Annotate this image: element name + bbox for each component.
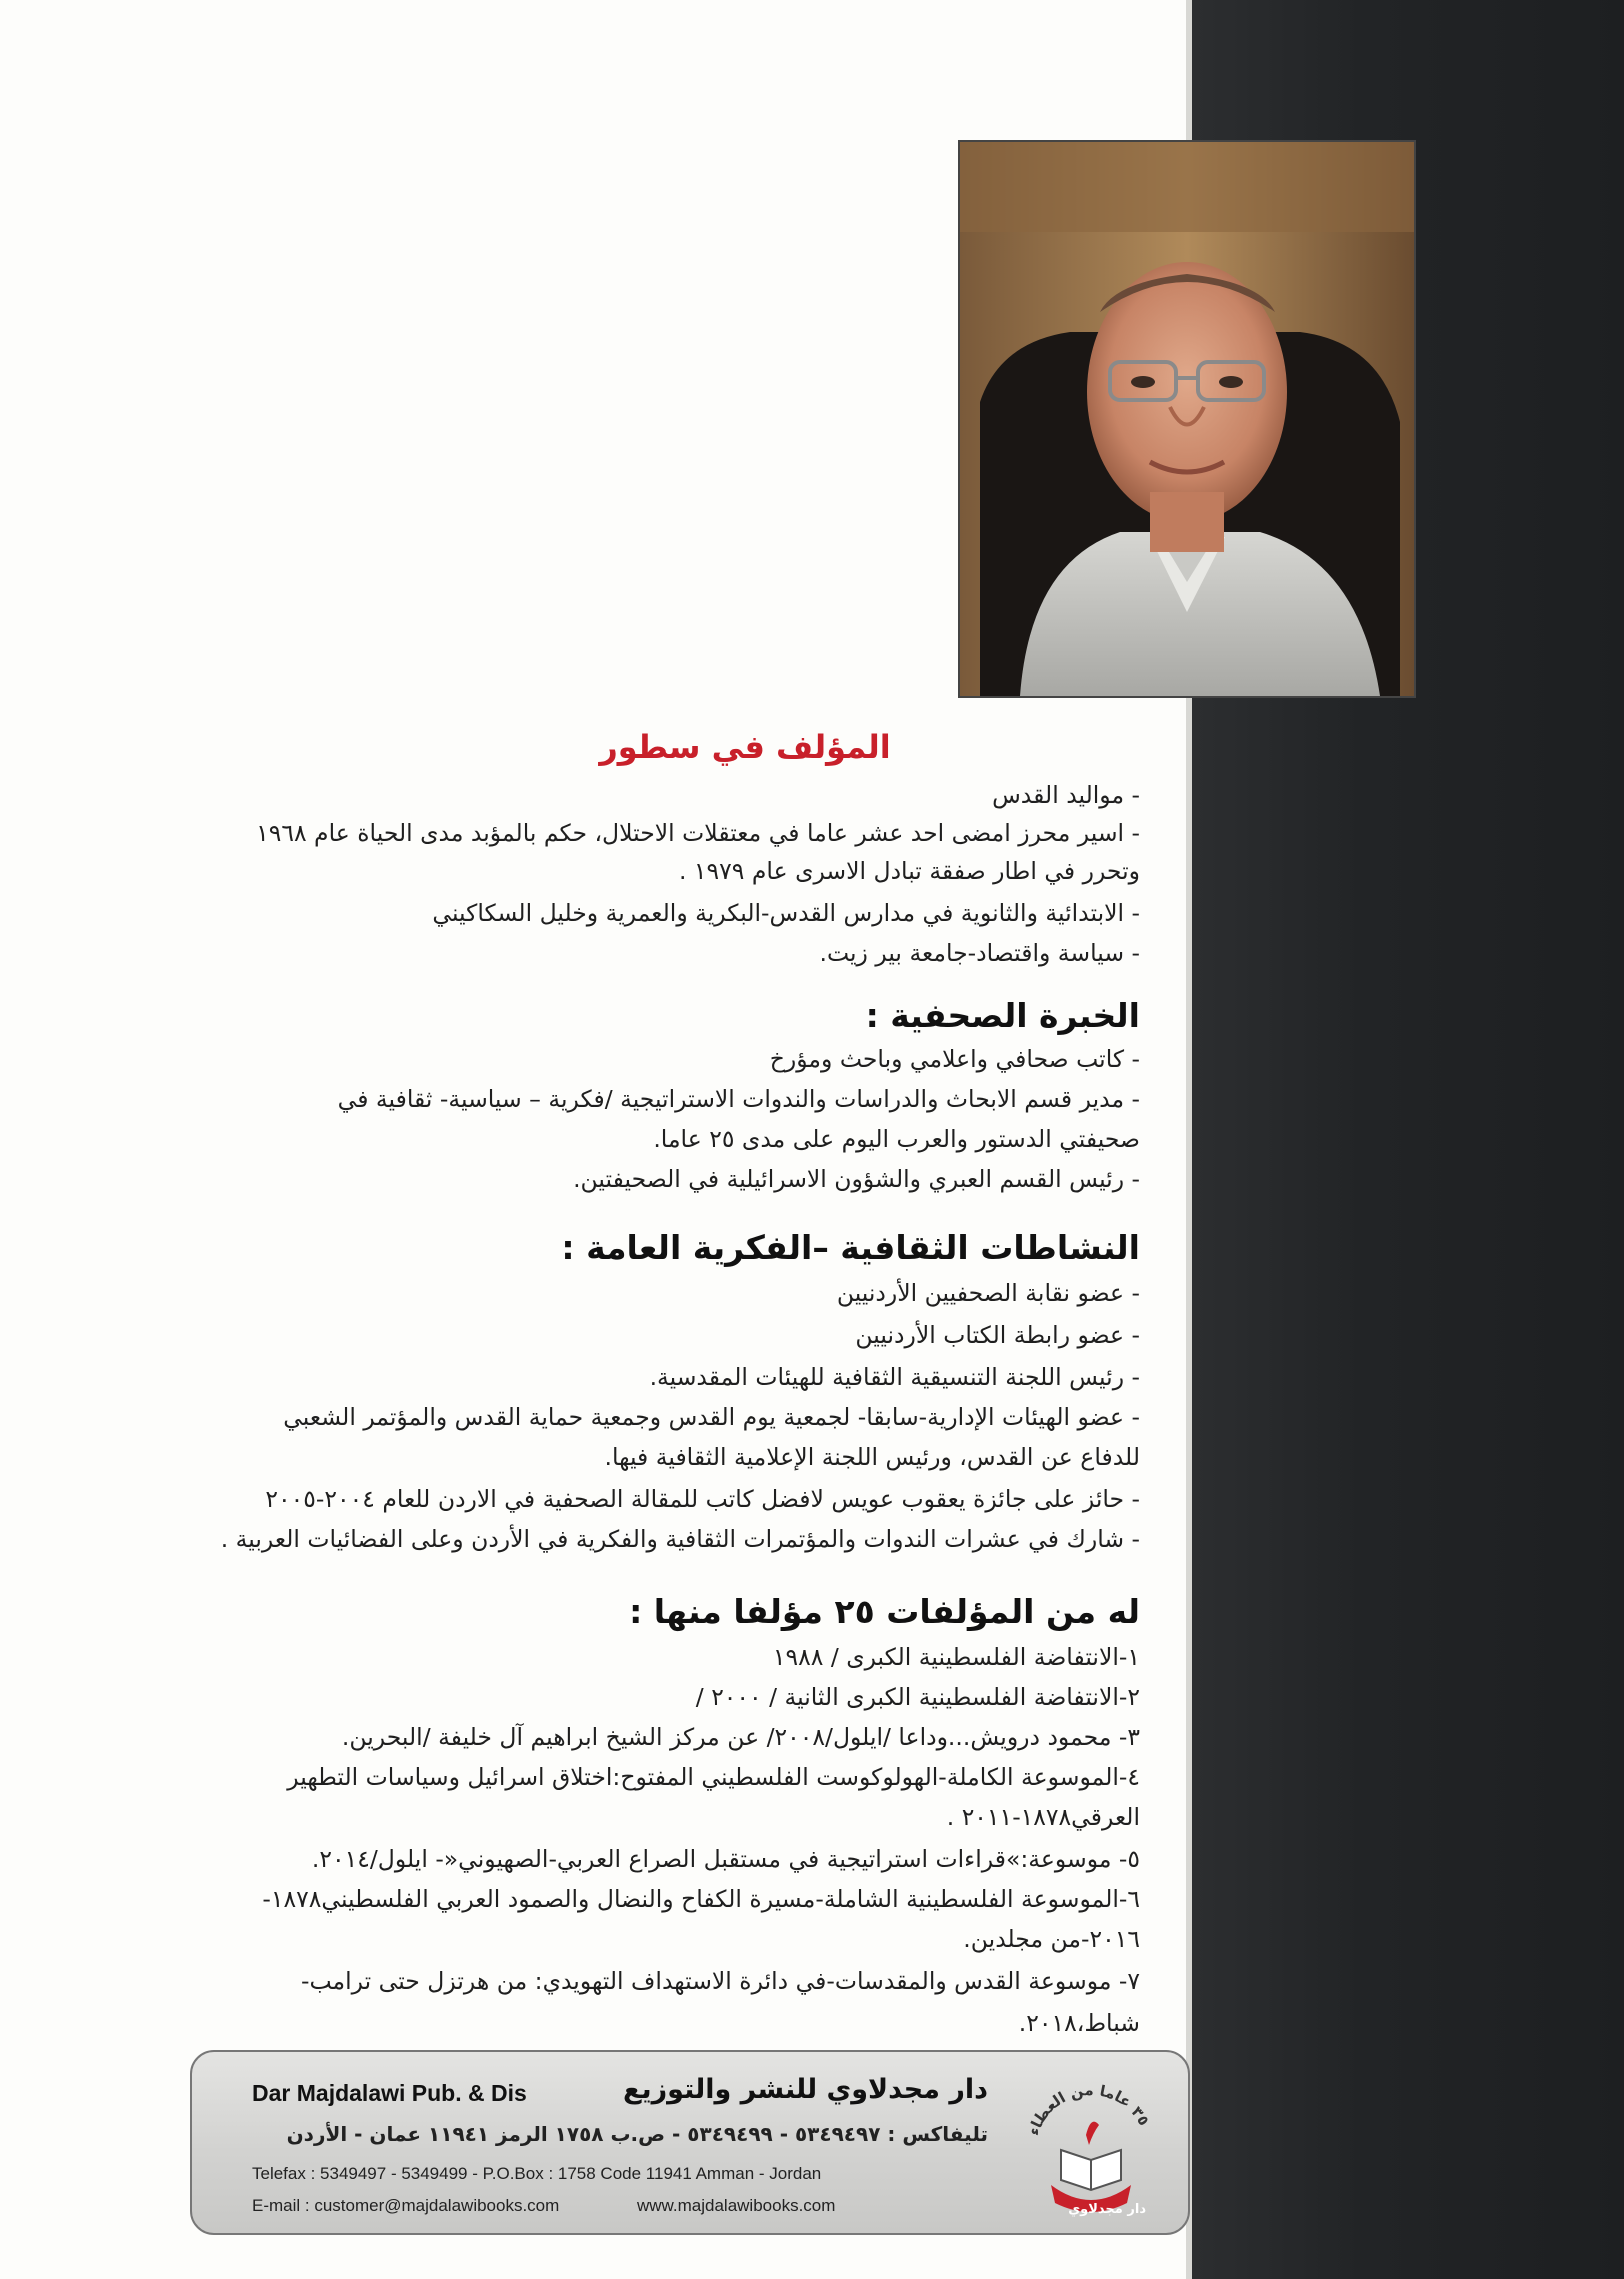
book-line: ١-الانتفاضة الفلسطينية الكبرى / ١٩٨٨ — [772, 1643, 1140, 1671]
author-photo — [958, 140, 1416, 698]
publisher-contact-en: Telefax : 5349497 - 5349499 - P.O.Box : 1758 Code 11941 Amman - Jordan — [252, 2164, 822, 2183]
book-line: ٣- محمود درويش...وداعا /ايلول/٢٠٠٨/ عن مركز الشيخ ابراهيم آل خليفة /البحرين. — [341, 1723, 1140, 1751]
book-line: ٢-الانتفاضة الفلسطينية الكبرى الثانية / ٢٠٠٠ / — [695, 1683, 1140, 1711]
culture-line: - عضو الهيئات الإدارية-سابقا- لجمعية يوم القدس وجمعية حماية القدس والمؤتمر الشعبي — [283, 1403, 1140, 1431]
logo-ring-text: ٣٥ عاما من العطاء — [1024, 2080, 1154, 2138]
bio-main-title: المؤلف في سطور — [599, 728, 891, 766]
publisher-name-en: Dar Majdalawi Pub. & Dis — [252, 2080, 527, 2106]
culture-section-title: النشاطات الثقافية –الفكرية العامة : — [561, 1228, 1140, 1267]
culture-line: - شارك في عشرات الندوات والمؤتمرات الثقافية والفكرية في الأردن وعلى الفضائيات العربية . — [220, 1525, 1140, 1553]
publisher-logo-icon — [1016, 2070, 1166, 2220]
bio-line: - سياسة واقتصاد-جامعة بير زيت. — [819, 939, 1140, 967]
book-line: ٥- موسوعة:»قراءات استراتيجية في مستقبل الصراع العربي-الصهيوني«- ايلول/٢٠١٤. — [311, 1845, 1140, 1873]
bio-line: - الابتدائية والثانوية في مدارس القدس-البكرية والعمرية وخليل السكاكيني — [432, 899, 1140, 927]
books-section-title: له من المؤلفات ٢٥ مؤلفا منها : — [629, 1592, 1140, 1631]
press-line: - كاتب صحافي واعلامي وباحث ومؤرخ — [769, 1045, 1140, 1073]
publisher-contact-ar: تليفاكس : ٥٣٤٩٤٩٧ - ٥٣٤٩٤٩٩ - ص.ب ١٧٥٨ الرمز ١١٩٤١ عمان - الأردن — [286, 2122, 988, 2146]
culture-line: - عضو رابطة الكتاب الأردنيين — [855, 1321, 1140, 1349]
bio-line: - اسير محرز امضى احد عشر عاما في معتقلات الاحتلال، حكم بالمؤبد مدى الحياة عام ١٩٦٨ — [256, 819, 1140, 847]
publisher-box — [190, 2050, 1190, 2235]
book-line: ٧- موسوعة القدس والمقدسات-في دائرة الاستهداف التهويدي: من هرتزل حتى ترامب- — [300, 1967, 1140, 1995]
culture-line: للدفاع عن القدس، ورئيس اللجنة الإعلامية الثقافية فيها. — [604, 1443, 1140, 1471]
book-line: ٢٠١٦-من مجلدين. — [963, 1925, 1140, 1953]
press-line: - رئيس القسم العبري والشؤون الاسرائيلية في الصحيفتين. — [573, 1165, 1140, 1193]
bio-line: - مواليد القدس — [992, 781, 1140, 809]
culture-line: - حائز على جائزة يعقوب عويس لافضل كاتب للمقالة الصحفية في الاردن للعام ٢٠٠٤-٢٠٠٥ — [265, 1485, 1140, 1513]
press-line: صحيفتي الدستور والعرب اليوم على مدى ٢٥ عاما. — [653, 1125, 1140, 1153]
book-line: ٤-الموسوعة الكاملة-الهولوكوست الفلسطيني المفتوح:اختلاق اسرائيل وسياسات التطهير — [287, 1763, 1140, 1791]
book-line: شباط،٢٠١٨. — [1018, 2009, 1140, 2037]
logo-name: دار مجدلاوي — [1068, 2202, 1146, 2217]
press-section-title: الخبرة الصحفية : — [865, 996, 1140, 1035]
publisher-website: www.majdalawibooks.com — [637, 2196, 836, 2215]
book-line: ٦-الموسوعة الفلسطينية الشاملة-مسيرة الكفاح والنضال والصمود العربي الفلسطيني١٨٧٨- — [262, 1885, 1140, 1913]
publisher-email: E-mail : customer@majdalawibooks.com — [252, 2196, 560, 2215]
culture-line: - عضو نقابة الصحفيين الأردنيين — [836, 1279, 1140, 1307]
press-line: - مدير قسم الابحاث والدراسات والندوات الاستراتيجية /فكرية – سياسية- ثقافية في — [337, 1085, 1140, 1113]
book-line: العرقي١٨٧٨-٢٠١١ . — [946, 1803, 1140, 1831]
bio-line: وتحرر في اطار صفقة تبادل الاسرى عام ١٩٧٩ . — [678, 857, 1140, 885]
culture-line: - رئيس اللجنة التنسيقية الثقافية للهيئات المقدسية. — [649, 1363, 1140, 1391]
publisher-name-ar: دار مجدلاوي للنشر والتوزيع — [623, 2074, 988, 2105]
